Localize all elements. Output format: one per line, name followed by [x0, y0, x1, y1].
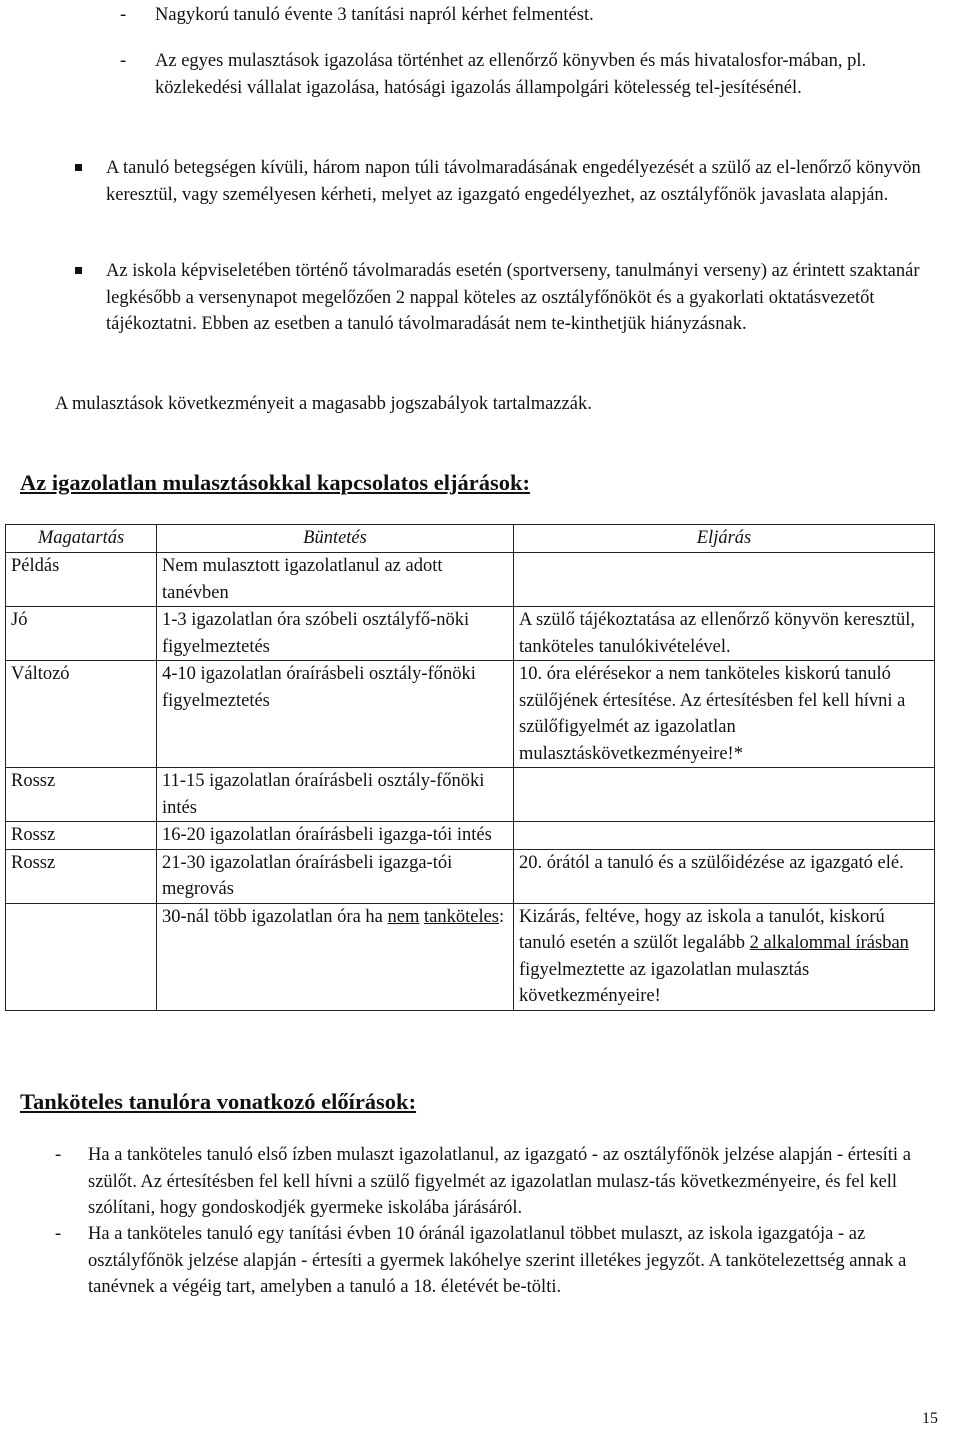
cell-procedure: A szülő tájékoztatása az ellenőrző könyvön keresztül, tanköteles tanulókivételével.	[514, 607, 935, 661]
page-number: 15	[922, 1410, 938, 1427]
dash-marker: -	[55, 1224, 62, 1244]
cell-procedure	[514, 553, 935, 607]
list-item-absence-justification	[120, 48, 950, 101]
list-item-first-unjustified-absence	[55, 1142, 935, 1222]
penalty-suffix: :	[499, 906, 505, 927]
table-row	[6, 849, 935, 903]
table-row-expulsion	[6, 903, 935, 1010]
table-row	[6, 607, 935, 661]
square-bullet-icon	[75, 267, 82, 274]
header-procedure: Eljárás	[514, 525, 935, 553]
list-item-text: Ha a tanköteles tanuló egy tanítási évben 10 óránál igazolatlanul többet mulaszt, az iskola igazgatója - az osztályfőnök jelzése alapján - értesíti a gyermek lakóhelye szerint illetékes jegyzőt. A tankötelezettség annak a tanévnek a végéig tart, amelyben a tanuló a 18. életévét be-tölti.	[88, 1224, 907, 1297]
list-item-adult-exemption	[120, 2, 950, 29]
absence-procedure-table	[5, 524, 935, 1011]
table-row	[6, 822, 935, 850]
list-item-text: Nagykorú tanuló évente 3 tanítási napról kérhet felmentést.	[155, 5, 594, 25]
bullet-paragraph-school-representation	[60, 258, 940, 338]
bullet-paragraph-leave-request	[60, 155, 940, 208]
dash-marker: -	[55, 1145, 62, 1165]
section-title-unjustified-absences: Az igazolatlan mulasztásokkal kapcsolatos eljárások:	[20, 470, 531, 495]
list-item-notary-notification	[55, 1221, 935, 1301]
procedure-part-2: figyelmeztette az igazolatlan mulasztás következményeire!	[519, 959, 810, 1006]
cell-behavior: Változó	[6, 661, 157, 768]
cell-procedure: 10. óra elérésekor a nem tanköteles kiskorú tanuló szülőjének értesítése. Az értesítésben fel kell hívni a szülőfigyelmét az igazolatlan mulasztáskövetkezményeire!*	[514, 661, 935, 768]
cell-behavior: Példás	[6, 553, 157, 607]
cell-penalty: 21-30 igazolatlan óraírásbeli igazga-tói megrovás	[157, 849, 514, 903]
dash-marker: -	[120, 5, 127, 25]
cell-penalty: Nem mulasztott igazolatlanul az adott tanévben	[157, 553, 514, 607]
table-row	[6, 553, 935, 607]
square-bullet-icon	[75, 164, 82, 171]
cell-penalty	[157, 903, 514, 1010]
cell-procedure	[514, 768, 935, 822]
cell-penalty: 16-20 igazolatlan óraírásbeli igazga-tói intés	[157, 822, 514, 850]
list-item-text: Az egyes mulasztások igazolása történhet az ellenőrző könyvben és más hivatalosfor-mában, pl. közlekedési vállalat igazolása, hatósági igazolás állampolgári kötelesség tel-jesítésénél.	[155, 51, 867, 98]
cell-penalty: 4-10 igazolatlan óraírásbeli osztály-főnöki figyelmeztetés	[157, 661, 514, 768]
cell-behavior: Rossz	[6, 849, 157, 903]
cell-procedure: 20. órától a tanuló és a szülőidézése az igazgató elé.	[514, 849, 935, 903]
list-item-text: Ha a tanköteles tanuló első ízben mulaszt igazolatlanul, az igazgató - az osztályfőnök jelzése alapján - értesíti a szülőt. Az értesítésben fel kell hívni a szülő figyelmét az igazolatlan mulasz-tás következményeire, és fel kell szólítani, hogy gondoskodjék gyermeke iskolába járásáról.	[88, 1145, 911, 1218]
section-title-mandatory-school-age: Tanköteles tanulóra vonatkozó előírások:	[20, 1089, 417, 1114]
cell-behavior: Rossz	[6, 768, 157, 822]
cell-penalty: 11-15 igazolatlan óraírásbeli osztály-főnöki intés	[157, 768, 514, 822]
underlined-not: nem	[387, 906, 420, 927]
underlined-two-written-warnings: 2 alkalommal írásban	[749, 933, 909, 953]
bullet-text: A tanuló betegségen kívüli, három napon túli távolmaradásának engedélyezését a szülő az el-lenőrző könyvön keresztül, vagy személyesen kérheti, melyet az igazgató engedélyezhet, az osztályfőnök javaslata alapján.	[106, 158, 921, 205]
header-penalty: Büntetés	[157, 525, 514, 553]
underlined-mandatory-school-age: tanköteles	[424, 906, 500, 927]
table-header-row	[6, 525, 935, 553]
procedure-part-1: Kizárás, feltéve, hogy az iskola a tanulót, kiskorú tanuló esetén a szülőt legalább	[519, 906, 885, 953]
cell-behavior: Jó	[6, 607, 157, 661]
dash-marker: -	[120, 51, 127, 71]
cell-penalty: 1-3 igazolatlan óra szóbeli osztályfő-nöki figyelmeztetés	[157, 607, 514, 661]
consequences-line: A mulasztások következményeit a magasabb jogszabályok tartalmazzák.	[55, 394, 592, 414]
cell-behavior	[6, 903, 157, 1010]
table-row	[6, 661, 935, 768]
header-behavior: Magatartás	[6, 525, 157, 553]
cell-behavior: Rossz	[6, 822, 157, 850]
penalty-prefix: 30-nál több igazolatlan óra ha	[162, 906, 388, 927]
cell-procedure	[514, 822, 935, 850]
cell-procedure	[514, 903, 935, 1010]
table-row	[6, 768, 935, 822]
bullet-text: Az iskola képviseletében történő távolmaradás esetén (sportverseny, tanulmányi verseny) az érintett szaktanár legkésőbb a versenynapot megelőzően 2 nappal köteles az osztályfőnököt és a gyakorlati oktatásvezetőt tájékoztatni. Ebben az esetben a tanuló távolmaradását nem te-kinthetjük hiányzásnak.	[106, 261, 920, 334]
